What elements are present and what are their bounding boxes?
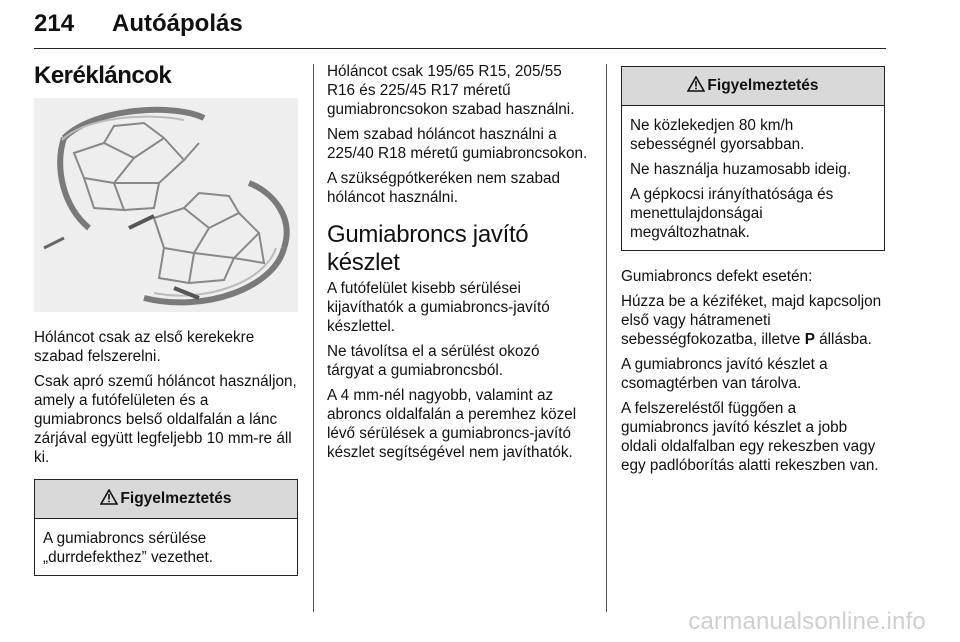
- section-title-snow-chains: Kerékláncok: [34, 62, 172, 89]
- column-divider: [606, 64, 607, 612]
- paragraph: A gumiabroncs javító készlet a csomagtérben van tárolva.: [621, 356, 828, 392]
- warning-text: A gumiabroncs sérülése „durrdefekthez” vezethet.: [43, 530, 214, 566]
- paragraph: A futófelület kisebb sérülései kijavíthatók a gumiabroncs-javító készlettel.: [327, 280, 550, 335]
- warning-text: A gépkocsi irányíthatósága és menettulajdonságai megváltozhatnak.: [630, 186, 834, 241]
- paragraph-text: állásba.: [814, 331, 872, 348]
- warning-body: [35, 519, 297, 575]
- paragraph: A felszereléstől függően a gumiabroncs javító készlet a jobb oldali oldalfalban egy rekeszben vagy egy padlóborítás alatti rekeszben van.: [621, 400, 879, 474]
- warning-box: [34, 479, 298, 576]
- section-title-tyre-repair-kit: Gumiabroncs javító készlet: [327, 221, 529, 276]
- warning-header: [35, 480, 297, 519]
- paragraph: Nem szabad hóláncot használni a 225/40 R18 méretű gumiabroncsokon.: [327, 126, 588, 162]
- warning-body: [622, 106, 884, 250]
- watermark: carmanualsonline.info: [688, 608, 926, 635]
- paragraph: Gumiabroncs defekt esetén:: [621, 268, 813, 285]
- paragraph: A 4 mm-nél nagyobb, valamint az abroncs oldalfalán a peremhez közel lévő sérülések a gumiabroncs-javító készlet segítségével nem javíthatók.: [327, 387, 577, 461]
- paragraph: Hóláncot csak 195/65 R15, 205/55 R16 és 225/45 R17 méretű gumiabroncsokon szabad használni.: [327, 63, 575, 118]
- column-left: [34, 62, 298, 576]
- paragraph: Ne távolítsa el a sérülést okozó tárgyat a gumiabroncsból.: [327, 343, 540, 379]
- warning-title: Figyelmeztetés: [707, 77, 819, 94]
- paragraph: [621, 292, 885, 349]
- paragraph: Hóláncot csak az első kerekekre szabad felszerelni.: [34, 329, 255, 365]
- paragraph: Csak apró szemű hóláncot használjon, amely a futófelületen és a gumiabroncs belső oldalfalán a lánc zárjával együtt legfeljebb 10 mm-re áll ki.: [34, 373, 297, 466]
- column-divider: [313, 64, 314, 612]
- column-middle: [327, 62, 589, 468]
- paragraph-text: Húzza be a kéziféket, majd kapcsoljon első vagy hátrameneti sebességfokozatba, illetve: [621, 293, 882, 348]
- warning-box: [621, 66, 885, 251]
- warning-header: [622, 67, 884, 106]
- warning-text: Ne használja huzamosabb ideig.: [630, 161, 852, 178]
- column-right: [621, 62, 885, 481]
- chapter-title: Autóápolás: [112, 10, 243, 37]
- warning-text: Ne közlekedjen 80 km/h sebességnél gyorsabban.: [630, 117, 805, 153]
- gear-position-p: P: [804, 331, 815, 348]
- warning-title: Figyelmeztetés: [120, 490, 232, 507]
- warning-triangle-icon: [687, 76, 705, 97]
- snow-chain-icon: [34, 98, 298, 312]
- warning-triangle-icon: [100, 489, 118, 510]
- page-number: 214: [34, 10, 75, 37]
- snow-chains-illustration: [34, 98, 298, 312]
- page-header: [34, 8, 886, 49]
- paragraph: A szükségpótkeréken nem szabad hóláncot használni.: [327, 170, 560, 206]
